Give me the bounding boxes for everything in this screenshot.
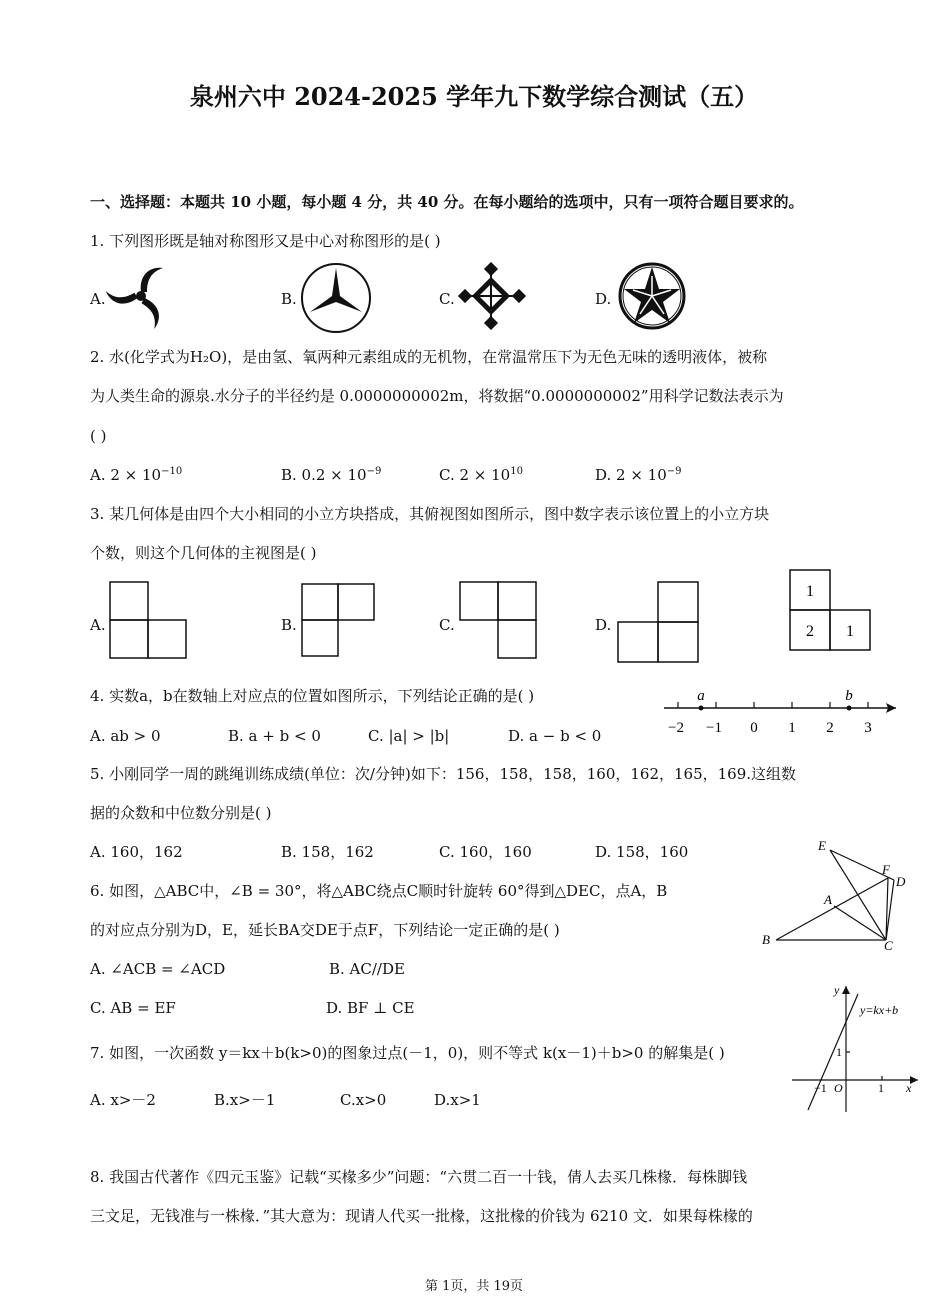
q2-line3: ( ): [90, 427, 107, 445]
q3-option-a-figure: [108, 580, 190, 662]
point-a-label: a: [697, 688, 705, 704]
label-d: D: [896, 874, 906, 889]
q5-line1: 5. 小刚同学一周的跳绳训练成绩(单位：次/分钟)如下：156，158，158，160，162，165，169.这组数: [90, 765, 797, 783]
label-e: E: [818, 838, 826, 853]
q1-option-d-figure: [616, 262, 688, 330]
line-equation-label: y=kx+b: [860, 1003, 899, 1017]
tick-label-y1: 1: [836, 1045, 842, 1059]
q3-option-c-figure: [458, 580, 540, 662]
tick-label-x1: 1: [878, 1081, 884, 1095]
q3-option-a-label: A.: [90, 616, 106, 634]
q6-line2: 的对应点分别为D，E，延长BA交DE于点F，下列结论一定正确的是( ): [90, 921, 560, 939]
q4-option-c: C. |a| > |b|: [368, 727, 450, 745]
q3-line2: 个数，则这个几何体的主视图是( ): [90, 544, 317, 562]
q5-line2: 据的众数和中位数分别是( ): [90, 804, 272, 822]
q5-option-c: C. 160，160: [439, 843, 532, 861]
q4-stem: 4. 实数a，b在数轴上对应点的位置如图所示，下列结论正确的是( ): [90, 687, 535, 705]
q1-option-c-label: C.: [439, 290, 455, 308]
q2-option-b: B. $0.2 \times 10^{-9}$: [281, 466, 382, 484]
q7-option-d: D.x>1: [434, 1091, 481, 1109]
tick-label: 1: [788, 720, 796, 736]
q6-option-d: D. BF ⊥ CE: [326, 999, 415, 1017]
section-heading: 一、选择题：本题共 10 小题，每小题 4 分，共 40 分。在每小题给的选项中，只有一项符合题目要求的。: [90, 193, 804, 211]
q2-line1: 2. 水(化学式为H₂O)，是由氢、氧两种元素组成的无机物，在常温常压下为无色无味的透明液体，被称: [90, 348, 768, 366]
page-title: 泉州六中 2024-2025 学年九下数学综合测试（五）: [189, 82, 759, 111]
tick-label: 0: [750, 720, 758, 736]
q3-line1: 3. 某几何体是由四个大小相同的小立方块搭成，其俯视图如图所示，图中数字表示该位置上的小立方块: [90, 505, 770, 523]
q2-option-d: D. $2 \times 10^{-9}$: [595, 466, 682, 484]
q1-option-b-figure: [300, 262, 372, 334]
q4-option-b: B. a + b < 0: [228, 727, 321, 745]
q8-line1: 8. 我国古代著作《四元玉鉴》记载“买椽多少”问题：“六贯二百一十钱，倩人去买几株椽．每株脚钱: [90, 1168, 748, 1186]
q6-triangle-figure: [758, 836, 918, 952]
label-b: B: [762, 932, 770, 947]
q1-option-a-label: A.: [90, 290, 106, 308]
q1-option-d-label: D.: [595, 290, 612, 308]
tick-label: 2: [826, 720, 834, 736]
grid-number-bottom-left: 2: [806, 623, 814, 640]
q7-graph: [788, 980, 924, 1116]
q2-option-a: A. $2 \times 10^{-10}$: [90, 466, 183, 484]
q1-option-b-label: B.: [281, 290, 297, 308]
origin-label: O: [834, 1081, 843, 1095]
q2-line2: 为人类生命的源泉.水分子的半径约是 0.0000000002m，将数据“0.0000000002”用科学记数法表示为: [90, 387, 784, 405]
grid-number-top: 1: [806, 583, 814, 600]
q2-option-c: C. $2 \times 10^{10}$: [439, 466, 523, 484]
q4-option-a: A. ab > 0: [90, 727, 161, 745]
q3-option-d-figure: [616, 580, 700, 664]
q6-option-b: B. AC//DE: [329, 960, 405, 978]
q5-option-d: D. 158，160: [595, 843, 689, 861]
q4-number-line: [656, 684, 902, 740]
label-a: A: [824, 892, 832, 907]
q1-option-a-figure: [105, 262, 177, 330]
q1-stem: 1. 下列图形既是轴对称图形又是中心对称图形的是( ): [90, 232, 441, 250]
grid-number-bottom-right: 1: [846, 623, 854, 640]
q8-line2: 三文足，无钱准与一株椽．”其大意为：现请人代买一批椽，这批椽的价钱为 6210 文．如果每株椽的: [90, 1207, 753, 1225]
q6-option-a: A. ∠ACB = ∠ACD: [90, 960, 226, 978]
q7-option-b: B.x>－1: [214, 1091, 276, 1109]
q4-option-d: D. a − b < 0: [508, 727, 602, 745]
point-b-label: b: [845, 688, 853, 704]
tick-label: −1: [706, 720, 722, 736]
q7-option-c: C.x>0: [340, 1091, 387, 1109]
q7-option-a: A. x>－2: [90, 1091, 156, 1109]
q5-option-b: B. 158，162: [281, 843, 374, 861]
x-axis-label: x: [906, 1081, 912, 1095]
tick-label: 3: [864, 720, 872, 736]
q3-top-view-grid: [788, 568, 876, 654]
q7-stem: 7. 如图，一次函数 y＝kx＋b(k>0)的图象过点(－1，0)，则不等式 k(x－1)＋b>0 的解集是( ): [90, 1044, 725, 1062]
q5-option-a: A. 160，162: [90, 843, 183, 861]
q3-option-b-label: B.: [281, 616, 297, 634]
y-axis-label: y: [834, 983, 840, 997]
q1-option-c-figure: [458, 262, 530, 330]
q6-line1: 6. 如图，△ABC中，∠B = 30°，将△ABC绕点C顺时针旋转 60°得到△DEC，点A，B: [90, 882, 668, 900]
q3-option-d-label: D.: [595, 616, 612, 634]
page-footer: 第 1页，共 19页: [424, 1279, 524, 1294]
q3-option-b-figure: [300, 582, 380, 662]
q3-option-c-label: C.: [439, 616, 455, 634]
tick-label: −2: [668, 720, 684, 736]
label-c: C: [884, 938, 893, 952]
tick-label-xneg1: −1: [814, 1081, 827, 1095]
q6-option-c: C. AB = EF: [90, 999, 176, 1017]
label-f: F: [882, 862, 890, 877]
